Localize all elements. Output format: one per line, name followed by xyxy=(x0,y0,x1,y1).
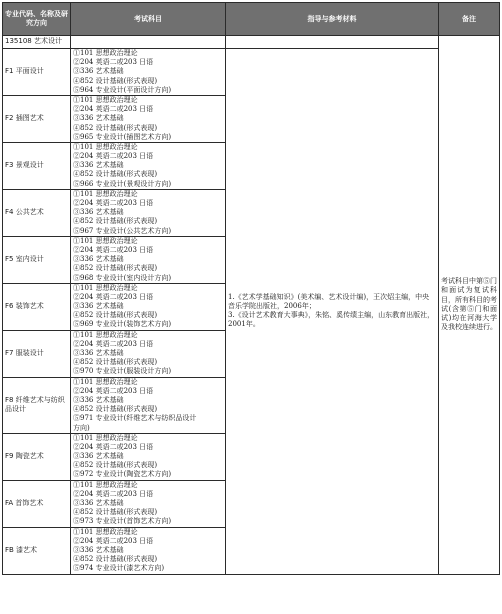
subject-line: ①101 思想政治理论 xyxy=(73,433,138,442)
direction-name: F4 公共艺术 xyxy=(3,189,71,236)
subject-line: ①101 思想政治理论 xyxy=(73,527,138,536)
subject-line: ④852 设计基础(形式表现) xyxy=(73,555,158,564)
subject-line: ①101 思想政治理论 xyxy=(73,377,138,386)
subject-line: ②204 英语二或203 日语 xyxy=(73,245,154,254)
direction-subjects xyxy=(71,433,226,480)
direction-name: F3 景观设计 xyxy=(3,142,71,189)
direction-subjects xyxy=(71,236,226,283)
exam-subjects-table xyxy=(2,2,500,575)
direction-name: F8 纤维艺术与纺织品设计 xyxy=(3,377,71,433)
direction-name: F1 平面设计 xyxy=(3,49,71,96)
direction-subjects xyxy=(71,377,226,433)
subject-line: ③336 艺术基础 xyxy=(73,67,124,76)
subject-line: ②204 英语二或203 日语 xyxy=(73,536,154,545)
subject-line: ③336 艺术基础 xyxy=(73,114,124,123)
subject-line: ⑤966 专业设计(景观设计方向) xyxy=(73,179,172,188)
direction-name: F9 陶瓷艺术 xyxy=(3,433,71,480)
subject-line: ③336 艺术基础 xyxy=(73,208,124,217)
subject-line: ①101 思想政治理论 xyxy=(73,283,138,292)
subject-line: ③336 艺术基础 xyxy=(73,395,124,404)
header-notes: 备注 xyxy=(439,3,500,36)
direction-subjects xyxy=(71,527,226,574)
subject-line: ④852 设计基础(形式表现) xyxy=(73,461,158,470)
subject-line: ②204 英语二或203 日语 xyxy=(73,58,154,67)
subject-line: ①101 思想政治理论 xyxy=(73,189,138,198)
subject-line: ⑤972 专业设计(陶瓷艺术方向) xyxy=(73,470,172,479)
header-references: 指导与参考材料 xyxy=(226,3,439,36)
subject-line: ④852 设计基础(形式表现) xyxy=(73,264,158,273)
direction-subjects xyxy=(71,480,226,527)
subject-line: ⑤974 专业设计(漆艺术方向) xyxy=(73,564,165,573)
department-references-cell xyxy=(226,36,439,49)
direction-subjects xyxy=(71,49,226,96)
subject-line: ①101 思想政治理论 xyxy=(73,236,138,245)
subject-line: ①101 思想政治理论 xyxy=(73,95,138,104)
subject-line: 方向) xyxy=(73,423,90,432)
subject-line: ③336 艺术基础 xyxy=(73,161,124,170)
subject-line: ⑤971 专业设计(纤维艺术与纺织品设计 xyxy=(73,414,197,423)
table-header-row xyxy=(3,3,500,36)
direction-name: FB 漆艺术 xyxy=(3,527,71,574)
subject-line: ②204 英语二或203 日语 xyxy=(73,386,154,395)
direction-name: F7 服装设计 xyxy=(3,330,71,377)
subject-line: ④852 设计基础(形式表现) xyxy=(73,405,158,414)
reference-item: 3.《设计艺术教育大事典》，朱铭、奚传绩主编，山东教育出版社，2001年。 xyxy=(228,311,435,329)
subject-line: ①101 思想政治理论 xyxy=(73,480,138,489)
header-subjects: 考试科目 xyxy=(71,3,226,36)
subject-line: ④852 设计基础(形式表现) xyxy=(73,217,158,226)
direction-subjects xyxy=(71,330,226,377)
subject-line: ④852 设计基础(形式表现) xyxy=(73,170,158,179)
subject-line: ③336 艺术基础 xyxy=(73,302,124,311)
subject-line: ②204 英语二或203 日语 xyxy=(73,199,154,207)
subject-line: ①101 思想政治理论 xyxy=(73,142,138,151)
department-subjects-cell xyxy=(71,36,226,49)
subject-line: ④852 设计基础(形式表现) xyxy=(73,358,158,367)
subject-line: ②204 英语二或203 日语 xyxy=(73,292,154,301)
subject-line: ⑤965 专业设计(插图艺术方向) xyxy=(73,132,172,141)
reference-item: 1.《艺术学基础知识》(美术编、艺术设计编)，王次炤主编，中央音乐学院出版社，2006年； xyxy=(228,292,430,311)
references-cell xyxy=(226,49,439,575)
direction-subjects xyxy=(71,95,226,142)
header-major: 专业代码、名称及研究方向 xyxy=(3,3,71,36)
subject-line: ②204 英语二或203 日语 xyxy=(73,489,154,498)
department-row xyxy=(3,36,500,49)
subject-line: ③336 艺术基础 xyxy=(73,255,124,264)
subject-line: ③336 艺术基础 xyxy=(73,452,124,461)
direction-subjects xyxy=(71,142,226,189)
direction-name: F2 插图艺术 xyxy=(3,95,71,142)
direction-name: FA 首饰艺术 xyxy=(3,480,71,527)
subject-line: ⑤964 专业设计(平面设计方向) xyxy=(73,85,172,94)
subject-line: ②204 英语二或203 日语 xyxy=(73,105,154,114)
subject-line: ⑤968 专业设计(室内设计方向) xyxy=(73,273,172,282)
direction-subjects xyxy=(71,189,226,236)
subject-line: ①101 思想政治理论 xyxy=(73,49,138,57)
subject-line: ②204 英语二或203 日语 xyxy=(73,442,154,451)
subject-line: ⑤970 专业设计(服装设计方向) xyxy=(73,367,172,376)
subject-line: ⑤969 专业设计(装饰艺术方向) xyxy=(73,320,172,329)
subject-line: ④852 设计基础(形式表现) xyxy=(73,123,158,132)
subject-line: ①101 思想政治理论 xyxy=(73,330,138,339)
direction-subjects xyxy=(71,283,226,330)
subject-line: ③336 艺术基础 xyxy=(73,349,124,357)
direction-name: F6 装饰艺术 xyxy=(3,283,71,330)
subject-line: ④852 设计基础(形式表现) xyxy=(73,508,158,517)
subject-line: ⑤973 专业设计(首饰艺术方向) xyxy=(73,517,172,526)
subject-line: ④852 设计基础(形式表现) xyxy=(73,76,158,85)
subject-line: ⑤967 专业设计(公共艺术方向) xyxy=(73,226,172,235)
subject-line: ③336 艺术基础 xyxy=(73,545,124,554)
department-name: 135108 艺术设计 xyxy=(3,36,71,49)
subject-line: ④852 设计基础(形式表现) xyxy=(73,311,158,320)
subject-line: ②204 英语二或203 日语 xyxy=(73,152,154,161)
subject-line: ③336 艺术基础 xyxy=(73,499,124,507)
direction-name: F5 室内设计 xyxy=(3,236,71,283)
subject-line: ②204 英语二或203 日语 xyxy=(73,339,154,348)
direction-row xyxy=(3,49,500,96)
notes-cell: 考试科目中第⑤门和面试为复试科目，所有科目的考试(含第⑤门和面试)均在河海大学及我校连续进行。 xyxy=(439,36,500,575)
